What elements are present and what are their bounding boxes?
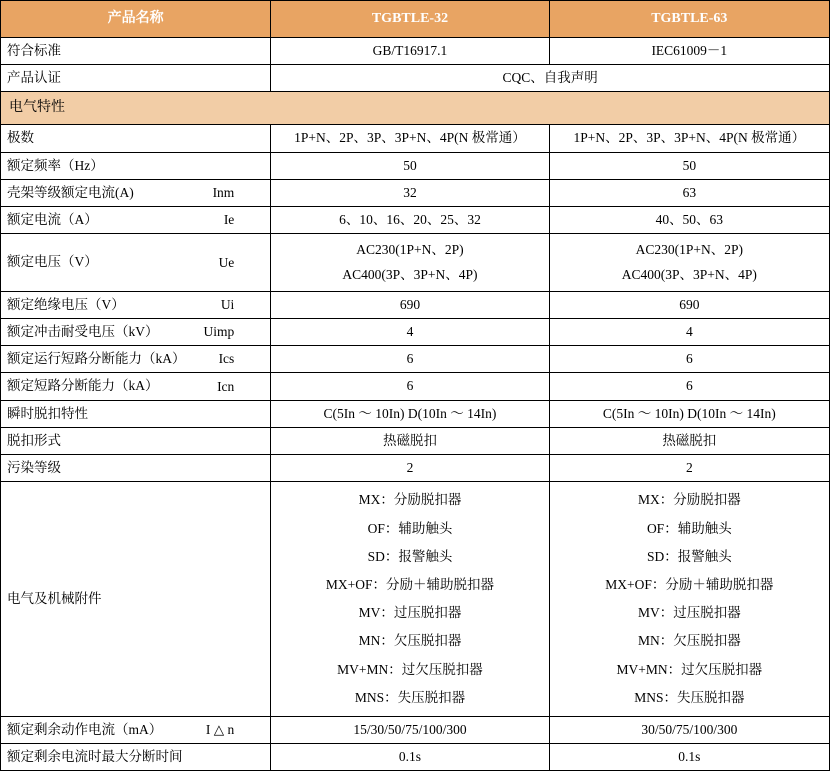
row-label-trip-curve: 瞬时脱扣特性 <box>1 400 271 427</box>
row-value-pollution-degree-a: 2 <box>271 455 549 482</box>
accessory-a-8: MNS：失压脱扣器 <box>354 689 466 705</box>
table-row <box>1 373 830 400</box>
section-title: 电气特性 <box>1 92 830 125</box>
table-row <box>1 179 830 206</box>
rated-voltage-b-line1: AC230(1P+N、2P) <box>635 242 743 258</box>
row-value-rated-current-a: 6、10、16、20、25、32 <box>271 207 549 234</box>
row-value-rated-voltage-a <box>271 234 549 291</box>
header-product-name: 产品名称 <box>1 1 271 38</box>
row-value-poles-b: 1P+N、2P、3P、3P+N、4P(N 极常通） <box>549 125 829 152</box>
row-symbol-inm: Inm <box>212 184 235 200</box>
table-row <box>1 234 830 291</box>
row-label-trip-type: 脱扣形式 <box>1 427 271 454</box>
row-label-accessories: 电气及机械附件 <box>1 482 271 717</box>
row-value-rated-voltage-b <box>549 234 829 291</box>
row-value-trip-type-b: 热磁脱扣 <box>549 427 829 454</box>
row-symbol-icn: Icn <box>217 378 235 394</box>
row-symbol-ui: Ui <box>220 296 235 312</box>
accessory-b-2: OF：辅助触头 <box>646 520 732 536</box>
table-row <box>1 455 830 482</box>
table-row <box>1 400 830 427</box>
row-value-accessories-a <box>271 482 549 717</box>
rated-voltage-a-line1: AC230(1P+N、2P) <box>356 242 464 258</box>
table-header-row <box>1 1 830 38</box>
row-symbol-ics: Ics <box>218 351 235 367</box>
table-row <box>1 291 830 318</box>
row-label-standard: 符合标准 <box>1 38 271 65</box>
row-symbol-ue: Ue <box>218 254 235 270</box>
table-row <box>1 65 830 92</box>
table-row <box>1 717 830 744</box>
table-row-accessories <box>1 482 830 717</box>
row-label-rated-voltage <box>1 234 271 291</box>
section-header-electrical <box>1 92 830 125</box>
header-model-b: TGBTLE-63 <box>549 1 829 38</box>
table-row <box>1 427 830 454</box>
accessory-a-1: MX：分励脱扣器 <box>358 492 462 508</box>
row-value-standard-a: GB/T16917.1 <box>271 38 549 65</box>
table-row <box>1 125 830 152</box>
accessory-b-8: MNS：失压脱扣器 <box>634 689 745 705</box>
accessory-b-5: MV：过压脱扣器 <box>637 605 741 621</box>
row-value-impulse-voltage-b: 4 <box>549 318 829 345</box>
row-label-pollution-degree: 污染等级 <box>1 455 271 482</box>
row-label-icn <box>1 373 271 400</box>
accessory-a-3: SD：报警触头 <box>367 548 453 564</box>
row-value-insulation-voltage-a: 690 <box>271 291 549 318</box>
row-symbol-ie: Ie <box>223 212 235 228</box>
accessory-b-1: MX：分励脱扣器 <box>637 492 741 508</box>
row-value-icn-a: 6 <box>271 373 549 400</box>
accessory-b-7: MV+MN：过欠压脱扣器 <box>616 661 763 677</box>
row-label-rated-voltage-text: 额定电压（V） <box>7 254 98 270</box>
row-symbol-uimp: Uimp <box>203 323 235 339</box>
table-row <box>1 744 830 771</box>
accessory-a-6: MN：欠压脱扣器 <box>358 633 462 649</box>
accessory-a-7: MV+MN：过欠压脱扣器 <box>337 661 483 677</box>
table-row <box>1 207 830 234</box>
row-value-icn-b: 6 <box>549 373 829 400</box>
row-value-break-time-a: 0.1s <box>271 744 549 771</box>
row-label-frequency: 额定频率（Hz） <box>1 152 271 179</box>
row-value-impulse-voltage-a: 4 <box>271 318 549 345</box>
row-value-break-time-b: 0.1s <box>549 744 829 771</box>
accessory-a-2: OF：辅助触头 <box>367 520 453 536</box>
row-value-trip-curve-a: C(5In ～ 10In) D(10In ～ 14In) <box>271 400 549 427</box>
row-value-accessories-b <box>549 482 829 717</box>
row-value-ics-a: 6 <box>271 346 549 373</box>
table-row <box>1 152 830 179</box>
row-value-trip-type-a: 热磁脱扣 <box>271 427 549 454</box>
row-value-residual-current-b: 30/50/75/100/300 <box>549 717 829 744</box>
row-value-frequency-a: 50 <box>271 152 549 179</box>
row-label-impulse-voltage <box>1 318 271 345</box>
row-value-pollution-degree-b: 2 <box>549 455 829 482</box>
row-value-insulation-voltage-b: 690 <box>549 291 829 318</box>
row-value-poles-a: 1P+N、2P、3P、3P+N、4P(N 极常通） <box>271 125 549 152</box>
row-value-frame-current-b: 63 <box>549 179 829 206</box>
rated-voltage-b-line2: AC400(3P、3P+N、4P) <box>621 266 757 282</box>
table-row <box>1 318 830 345</box>
row-value-trip-curve-b: C(5In ～ 10In) D(10In ～ 14In) <box>549 400 829 427</box>
rated-voltage-a-line2: AC400(3P、3P+N、4P) <box>342 266 478 282</box>
row-value-residual-current-a: 15/30/50/75/100/300 <box>271 717 549 744</box>
row-label-ics-text: 额定运行短路分断能力（kA） <box>7 351 186 367</box>
row-label-insulation-voltage <box>1 291 271 318</box>
header-model-a: TGBTLE-32 <box>271 1 549 38</box>
row-label-frame-current <box>1 179 271 206</box>
row-label-certification: 产品认证 <box>1 65 271 92</box>
accessory-b-3: SD：报警触头 <box>646 548 732 564</box>
accessory-b-4: MX+OF：分励＋辅助脱扣器 <box>605 576 774 592</box>
row-value-ics-b: 6 <box>549 346 829 373</box>
row-symbol-idn: I △ n <box>205 722 235 738</box>
accessory-a-5: MV：过压脱扣器 <box>358 605 462 621</box>
row-label-insulation-voltage-text: 额定绝缘电压（V） <box>7 296 125 312</box>
row-label-rated-current <box>1 207 271 234</box>
row-value-rated-current-b: 40、50、63 <box>549 207 829 234</box>
row-label-residual-current-text: 额定剩余动作电流（mA） <box>7 722 163 738</box>
table-row <box>1 346 830 373</box>
row-value-frame-current-a: 32 <box>271 179 549 206</box>
row-value-frequency-b: 50 <box>549 152 829 179</box>
row-label-frame-current-text: 壳架等级额定电流(A) <box>7 184 134 200</box>
row-value-certification: CQC、自我声明 <box>271 65 830 92</box>
row-label-break-time: 额定剩余电流时最大分断时间 <box>1 744 271 771</box>
accessory-a-4: MX+OF：分励＋辅助脱扣器 <box>325 576 495 592</box>
row-label-icn-text: 额定短路分断能力（kA） <box>7 378 159 394</box>
row-value-standard-b: IEC61009－1 <box>549 38 829 65</box>
table-row <box>1 38 830 65</box>
row-label-rated-current-text: 额定电流（A） <box>7 212 98 228</box>
row-label-ics <box>1 346 271 373</box>
row-label-impulse-voltage-text: 额定冲击耐受电压（kV） <box>7 323 159 339</box>
row-label-poles: 极数 <box>1 125 271 152</box>
accessory-b-6: MN：欠压脱扣器 <box>637 633 741 649</box>
row-label-residual-current <box>1 717 271 744</box>
